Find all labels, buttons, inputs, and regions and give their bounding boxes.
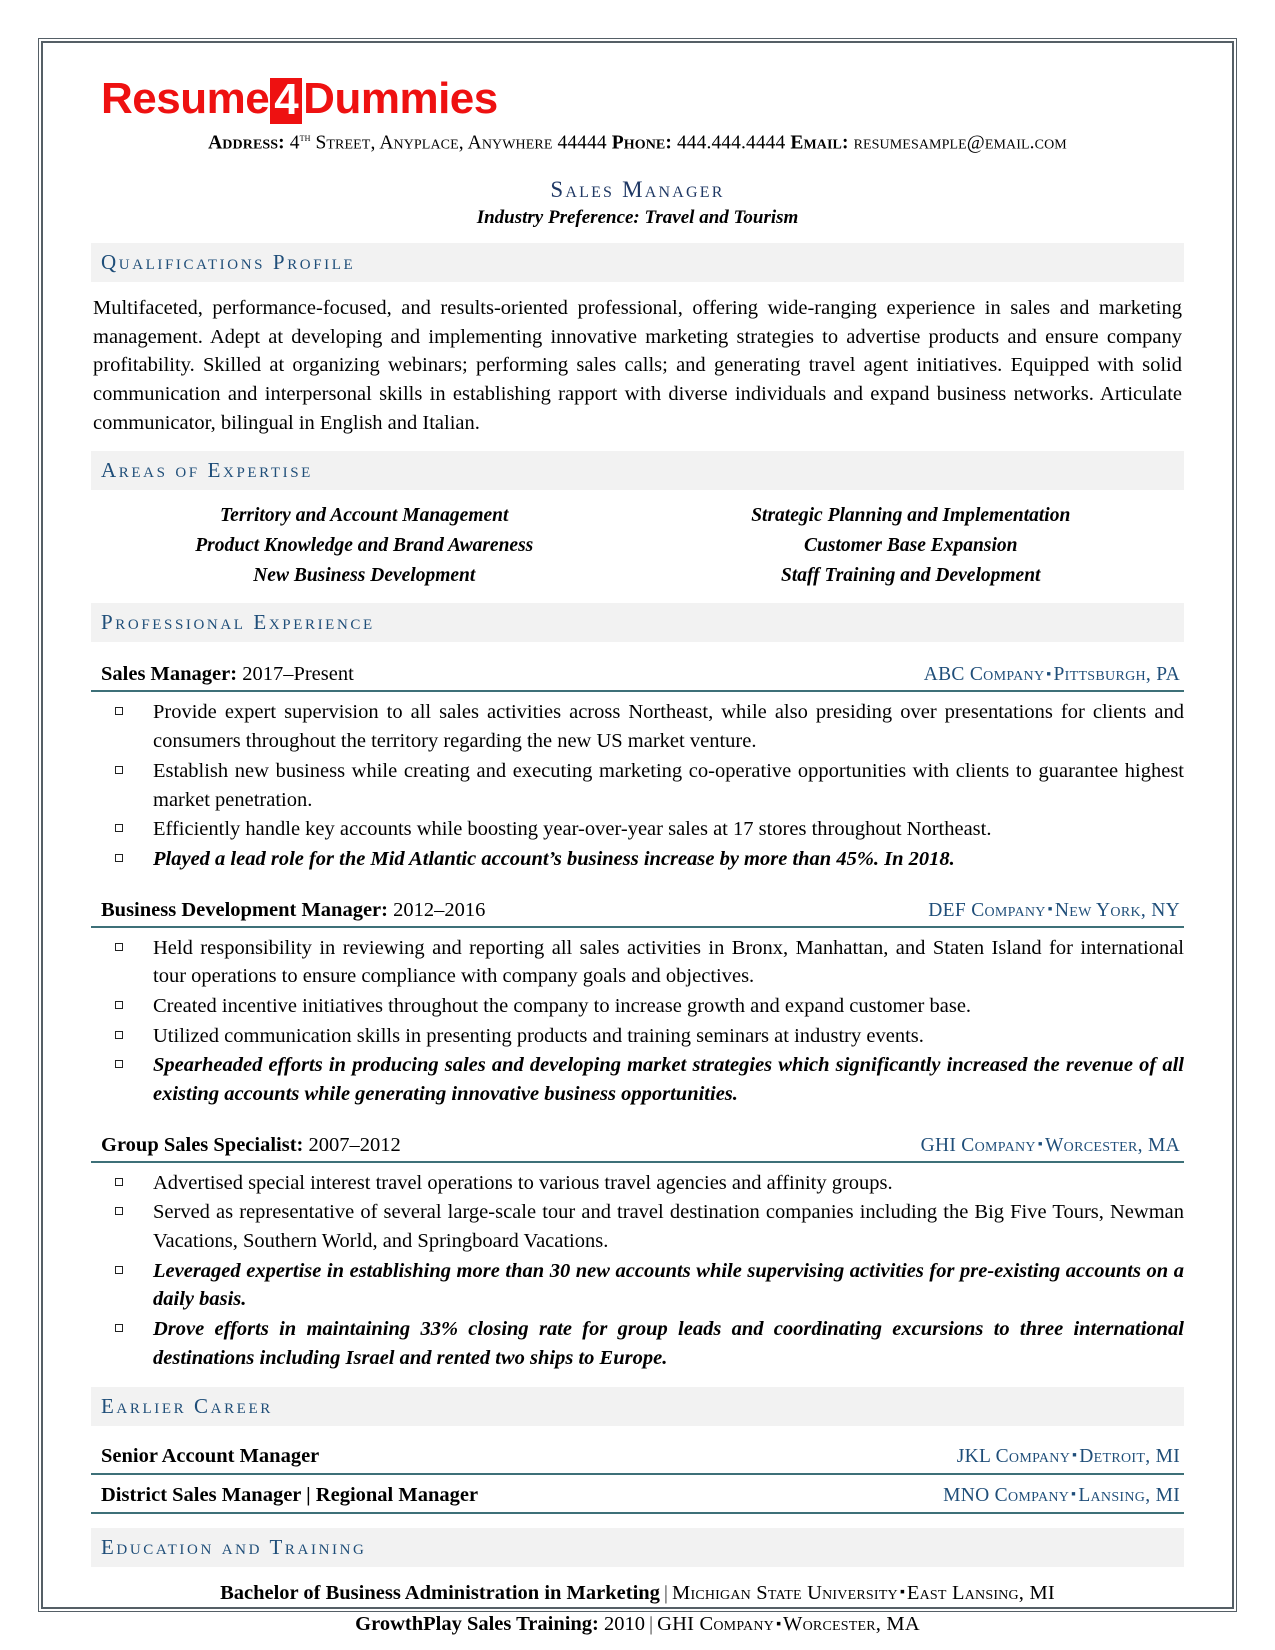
expertise-item: Customer Base Expansion — [804, 535, 1018, 557]
list-item — [91, 1169, 1184, 1198]
square-bullet-icon — [115, 943, 123, 951]
job-title: Sales Manager: — [101, 663, 238, 686]
bullet-text: Served as representative of several large-scale tour and travel destination companies including the Big Five Tours, Newman Vacations, Southern World, and Springboard Vacations. — [153, 1201, 1184, 1253]
bullet-separator-icon: ▪ — [899, 1583, 905, 1600]
square-bullet-icon — [115, 1324, 123, 1332]
job-dates: 2007–2012 — [303, 1133, 401, 1156]
bullet-separator-icon: ▪ — [1072, 1447, 1078, 1463]
square-bullet-icon — [115, 1060, 123, 1068]
job-dates: 2012–2016 — [387, 898, 486, 921]
job-header — [91, 892, 1184, 928]
job-company: DEF Company — [928, 899, 1046, 921]
bullet-separator-icon: ▪ — [1071, 1486, 1077, 1502]
bullet-separator-icon: ▪ — [775, 1615, 782, 1632]
brand-text-part2: Dummies — [303, 74, 498, 123]
job-title: Group Sales Specialist: — [101, 1133, 304, 1156]
bullet-text: Advertised special interest travel operations to various travel agencies and affinity groups. — [153, 1171, 893, 1194]
education-pipe-separator: | — [663, 1581, 669, 1604]
square-bullet-icon — [115, 1178, 123, 1186]
list-item — [91, 757, 1184, 814]
education-pipe-separator: | — [649, 1613, 654, 1636]
brand-logo — [101, 74, 1184, 124]
expertise-item: Strategic Planning and Implementation — [751, 505, 1071, 527]
square-bullet-icon — [115, 1001, 123, 1009]
section-header-areas-of-expertise: Areas of Expertise — [91, 451, 1184, 490]
job-target-title: Sales Manager — [550, 176, 725, 202]
education-institution: Michigan State University — [672, 1581, 898, 1604]
bullet-text: Played a lead role for the Mid Atlantic account’s business increase by more than 45%. In 2018. — [153, 847, 955, 870]
list-item — [91, 992, 1184, 1021]
address-number: 4 — [289, 132, 300, 154]
bullet-separator-icon: ▪ — [1037, 1136, 1043, 1152]
resume-page-inner — [41, 41, 1234, 1636]
education-entry — [91, 1610, 1184, 1640]
job-dates: 2017–Present — [237, 663, 354, 686]
bullet-separator-icon: ▪ — [1046, 666, 1052, 682]
industry-preference: Industry Preference: Travel and Tourism — [476, 206, 799, 228]
job-header — [91, 1127, 1184, 1163]
section-header-education-and-training: Education and Training — [91, 1528, 1184, 1567]
job-company-location — [921, 1135, 1180, 1157]
square-bullet-icon — [115, 1031, 123, 1039]
education-degree: Bachelor of Business Administration in Marketing — [220, 1581, 660, 1604]
list-item — [91, 1022, 1184, 1051]
earlier-career-location: Detroit, MI — [1079, 1445, 1180, 1467]
email-label: Email: — [790, 132, 849, 154]
earlier-career-company: JKL Company — [956, 1445, 1071, 1467]
job-header — [91, 656, 1184, 692]
training-institution: GHI Company — [657, 1613, 774, 1636]
bullet-text: Establish new business while creating and executing marketing co-operative opportunities with clients to guarantee highest market penetration. — [153, 759, 1184, 811]
phone-value: 444.444.4444 — [676, 132, 786, 154]
job-company: GHI Company — [920, 1134, 1036, 1156]
bullet-text: Drove efforts in maintaining 33% closing rate for group leads and coordinating excursions to three international destinations including Israel and rented two ships to Europe. — [153, 1318, 1184, 1369]
job-location: Pittsburgh, PA — [1053, 664, 1180, 686]
list-item — [91, 815, 1184, 844]
education-entry — [91, 1579, 1184, 1609]
resume-page — [38, 38, 1237, 1636]
earlier-career-location: Lansing, MI — [1078, 1484, 1180, 1506]
address-rest: Street, Anyplace, Anywhere 44444 — [315, 132, 607, 154]
earlier-career-title: District Sales Manager | Regional Manager — [101, 1483, 479, 1506]
training-year: 2010 — [598, 1613, 646, 1636]
expertise-item: Product Knowledge and Brand Awareness — [195, 535, 534, 557]
education-location: East Lansing, MI — [906, 1581, 1055, 1604]
earlier-career-row — [91, 1475, 1184, 1514]
email-value[interactable]: resumesample@email.com — [853, 132, 1067, 154]
section-header-qualifications-profile: Qualifications Profile — [91, 243, 1184, 282]
job-title-block — [101, 663, 354, 686]
earlier-career-row — [91, 1436, 1184, 1475]
address-ordinal: th — [299, 130, 311, 145]
section-header-professional-experience: Professional Experience — [91, 603, 1184, 642]
job-title-block — [101, 899, 485, 922]
list-item — [91, 934, 1184, 991]
square-bullet-icon — [115, 1266, 123, 1274]
job-company: ABC Company — [923, 664, 1045, 686]
job-location: New York, NY — [1054, 899, 1180, 921]
earlier-career-company: MNO Company — [943, 1484, 1070, 1506]
expertise-item: Staff Training and Development — [781, 564, 1041, 586]
job-title-block — [101, 1134, 401, 1157]
bullet-text: Utilized communication skills in presenting products and training seminars at industry events. — [153, 1024, 924, 1047]
job-company-location — [924, 664, 1180, 686]
section-header-earlier-career: Earlier Career — [91, 1387, 1184, 1426]
bullet-text: Efficiently handle key accounts while boosting year-over-year sales at 17 stores throughout Northeast. — [153, 818, 992, 841]
expertise-item: New Business Development — [253, 564, 476, 586]
bullet-text: Provide expert supervision to all sales activities across Northeast, while also presiding over presentations for clients and consumers throughout the territory regarding the new US market venture. — [153, 701, 1184, 753]
job-location: Worcester, MA — [1044, 1134, 1180, 1156]
list-item — [91, 1198, 1184, 1255]
list-item — [91, 1315, 1184, 1372]
expertise-item: Territory and Account Management — [220, 505, 509, 527]
training-name: GrowthPlay Sales Training: — [355, 1613, 599, 1636]
square-bullet-icon — [115, 766, 123, 774]
earlier-career-company-location — [957, 1446, 1180, 1468]
areas-of-expertise-grid — [91, 502, 1184, 589]
list-item — [91, 1257, 1184, 1314]
brand-four-badge: 4 — [270, 78, 302, 124]
bullet-text: Created incentive initiatives throughout the company to increase growth and expand customer base. — [153, 994, 972, 1017]
job-company-location — [928, 900, 1180, 922]
contact-line — [91, 130, 1184, 155]
bullet-text: Spearheaded efforts in producing sales and developing market strategies which significantly increased the revenue of all existing accounts while generating innovative business opportunities. — [153, 1054, 1184, 1106]
training-location: Worcester, MA — [783, 1613, 920, 1636]
list-item — [91, 1051, 1184, 1108]
job-bullet-list — [91, 934, 1184, 1109]
earlier-career-company-location — [943, 1485, 1180, 1507]
bullet-separator-icon: ▪ — [1047, 901, 1053, 917]
qualifications-profile-text: Multifaceted, performance-focused, and results-oriented professional, offering wide-ranging experience in sales and marketing management. Adept at developing and implementing innovative marketing strategies to advertise products and ensure company profitability. Skilled at organizing webinars; performing sales calls; and generating travel agent initiatives. Equipped with solid communication and interpersonal skills in establishing rapport with diverse individuals and expand business networks. Articulate communicator, bilingual in English and Italian. — [93, 296, 1182, 434]
list-item — [91, 698, 1184, 755]
brand-text-part1: Resume — [101, 74, 270, 123]
square-bullet-icon — [115, 824, 123, 832]
list-item — [91, 845, 1184, 874]
square-bullet-icon — [115, 1207, 123, 1215]
job-bullet-list — [91, 698, 1184, 873]
job-bullet-list — [91, 1169, 1184, 1373]
earlier-career-title: Senior Account Manager — [101, 1444, 320, 1467]
square-bullet-icon — [115, 707, 123, 715]
phone-label: Phone: — [611, 132, 672, 154]
bullet-text: Leveraged expertise in establishing more than 30 new accounts while supervising activities for pre-existing accounts on a daily basis. — [153, 1259, 1184, 1311]
job-title: Business Development Manager: — [101, 898, 388, 921]
address-label: Address: — [208, 132, 285, 154]
bullet-text: Held responsibility in reviewing and reporting all sales activities in Bronx, Manhattan, and Staten Island for international tour operations to ensure compliance with company goals and objectives. — [153, 936, 1184, 988]
square-bullet-icon — [115, 854, 123, 862]
